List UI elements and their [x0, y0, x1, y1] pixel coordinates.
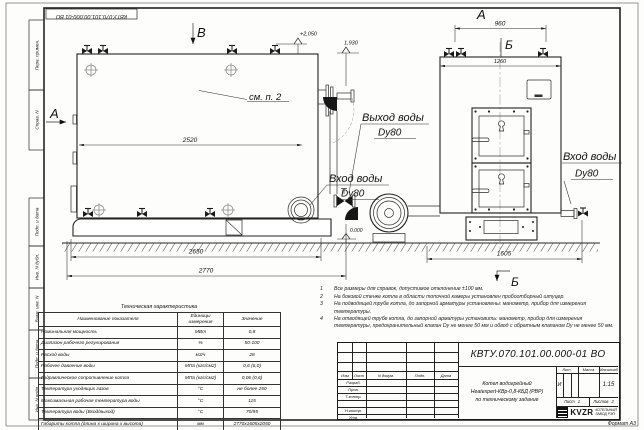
table-row: Максимальная рабочая температура воды °С 115 [39, 396, 281, 408]
col-header-data: Дата [440, 372, 452, 378]
keyhole-icon [499, 121, 505, 184]
sheet-label: Лист [563, 399, 575, 404]
view-label-b-bottom: Б [511, 275, 519, 289]
valve-icon-front [444, 49, 548, 58]
see-note-label: см. п. 2 [249, 92, 282, 103]
door-handle [472, 131, 529, 193]
inlet-left-label: Вход воды [329, 173, 383, 185]
note-item [318, 294, 618, 301]
product-name-line3: по техническому задание [475, 397, 539, 404]
sheets-cell [589, 397, 619, 406]
table-row: Номинальная мощность МВт 0,8 [39, 327, 281, 339]
kvzr-logo-icon [557, 407, 568, 418]
company-cell [556, 406, 618, 418]
callout-see-note [199, 91, 289, 104]
col-header-izm: Изм [341, 372, 349, 378]
company-name-line2: ЗАВОД РЭП [595, 412, 615, 416]
company-name [595, 408, 616, 417]
spec-header-name: Наименование показателя [39, 313, 178, 327]
mass-header: Масса [582, 367, 595, 372]
view-label-a-left: А [50, 106, 59, 121]
col-header-podp: Подп. [414, 372, 426, 378]
table-row: Гидравлическое сопротивление котла МПа (кгс/см2) 0,06 (0,6) [39, 373, 281, 385]
note-number: 1 [320, 286, 323, 292]
note-number: 4 [320, 316, 323, 323]
note-text: На отводящей трубе котла, до запорной арматуры установить: манометр, прибор для измерения температуры, предохранительный клапан Dу не менее 50 мм и обвод с обратным клапаном Dу не менее 50 мм. [334, 316, 614, 330]
inlet-left-dn-label: Dy80 [341, 188, 365, 200]
view-markers [46, 23, 206, 122]
note-text: Все размеры для справок, допустимое отклонение ±100 мм. [334, 286, 484, 292]
table-row: Габариты котла (длина х ширина х высота) мм 2770х1605х2050 [39, 419, 281, 430]
outlet-dn-label: Dy80 [378, 127, 402, 139]
inlet-right-label: Вход воды [563, 151, 617, 163]
top-stamp-number: КВТУ.070.101.00.000-01 ВО [55, 13, 128, 19]
dim-1605: 1605 [496, 250, 512, 258]
blower-fan [370, 194, 440, 242]
doc-number: КВТУ.070.101.00.000-01 ВО [470, 349, 606, 360]
spec-header-unit: Единицы измерения [178, 313, 224, 327]
dim-1260: 1260 [493, 59, 507, 65]
notes-block [318, 286, 618, 331]
ground-level: 0.000 [350, 228, 363, 234]
row-label-tkontr: Т.контр. [345, 394, 362, 399]
spec-table-grid [38, 312, 281, 430]
valve-icon [82, 46, 280, 218]
col-header-ndocum: N докум. [377, 372, 395, 378]
note-item [318, 301, 618, 315]
spec-table [38, 302, 280, 430]
margin-label-podp-data-2: Подп. и дата [34, 339, 39, 369]
view-label-b-mid: Б [505, 38, 513, 52]
col-header-list: Лист [353, 372, 365, 378]
dim-2770: 2770 [198, 267, 214, 275]
dim-960: 960 [494, 20, 506, 28]
sheet-value: 1 [577, 399, 581, 404]
lifting-lug-icon [84, 63, 238, 217]
margin-label-sprav-n: Справ. N [34, 110, 39, 130]
inlet-right-dn-label: Dy80 [575, 168, 599, 180]
company-name-line1: КОТЕЛЬНЫЙ [595, 407, 617, 412]
row-label-empty [338, 400, 368, 407]
note-number: 3 [320, 301, 323, 308]
outlet-label: Выход воды [362, 112, 424, 124]
boiler-doors [472, 108, 531, 213]
spec-table-title: Техническая характеристика [120, 304, 198, 310]
margin-label-perv-primen: Перв. примен. [34, 39, 39, 71]
margin-label-inv-dubl: Инв. N дубл. [34, 253, 39, 281]
scale-value: 1:15 [602, 382, 615, 388]
dimension-lines [67, 137, 346, 280]
note-item [318, 316, 618, 330]
dim-2520: 2520 [182, 137, 198, 144]
row-label-prov: Пров. [348, 387, 359, 392]
sheets-value: 2 [611, 399, 614, 404]
sheet-cell [556, 397, 588, 406]
title-block [337, 342, 620, 420]
row-label-razrab: Разраб. [346, 380, 361, 385]
note-number: 2 [320, 293, 323, 300]
side-view [46, 23, 429, 280]
scale-header: Масштаб [599, 367, 618, 372]
row-label-utv: Утв. [348, 415, 359, 420]
sheets-label: Листов [593, 399, 609, 404]
control-panel [527, 80, 551, 99]
product-name-line2: Heatexpert-КВр-0,8-КБД (РВР) [470, 388, 544, 395]
view-label-a-top: А [477, 7, 486, 22]
boiler-base [466, 217, 537, 240]
elevation-1930: 1,930 [344, 40, 358, 47]
table-row: Температура воды (Вход/выход) °С 70/95 [39, 407, 281, 419]
table-row: Температура уходящих газов °С не более 250 [39, 384, 281, 396]
note-text: На боковой стенке котла в области топочной камеры установлен пробоотборный штуцер. [334, 293, 565, 300]
table-row: Диапазон рабочего регулирования % 50-100 [39, 338, 281, 350]
view-label-b-top: В [197, 25, 206, 40]
format-label: Формат А3 [607, 421, 636, 427]
table-row: Рабочее давление воды МПа (кгс/см2) 0,6 (6,0) [39, 361, 281, 373]
row-label-nkontr: Н.контр. [345, 408, 362, 413]
note-item [318, 286, 618, 293]
ground-line [62, 243, 600, 252]
kvzr-logo-text: KVZR [570, 407, 594, 417]
door-bolts [474, 110, 528, 210]
lit-value: И [557, 382, 562, 388]
elevation-2050: +2,050 [300, 31, 317, 38]
note-text: На подводящей трубе котла, до запорной арматуры установлены: манометр, прибор для измерения температуры. [334, 301, 587, 315]
margin-label-podp-data-1: Подп. и дата [34, 207, 39, 237]
spec-header-value: Значение [224, 313, 281, 327]
margin-label-vzam-inv: Взам. инв. N [34, 295, 39, 323]
table-row: Расход воды м3/ч 28 [39, 350, 281, 362]
inlet-pipe-right [561, 181, 588, 219]
product-name-line1: Котел водогрейный [482, 380, 532, 387]
margin-label-inv-podl: Инв. N подл. [34, 385, 39, 413]
lit-header: Лит. [562, 367, 572, 372]
callout-inlet-right [562, 151, 622, 180]
product-name [459, 366, 555, 418]
dim-2650: 2650 [188, 248, 204, 256]
